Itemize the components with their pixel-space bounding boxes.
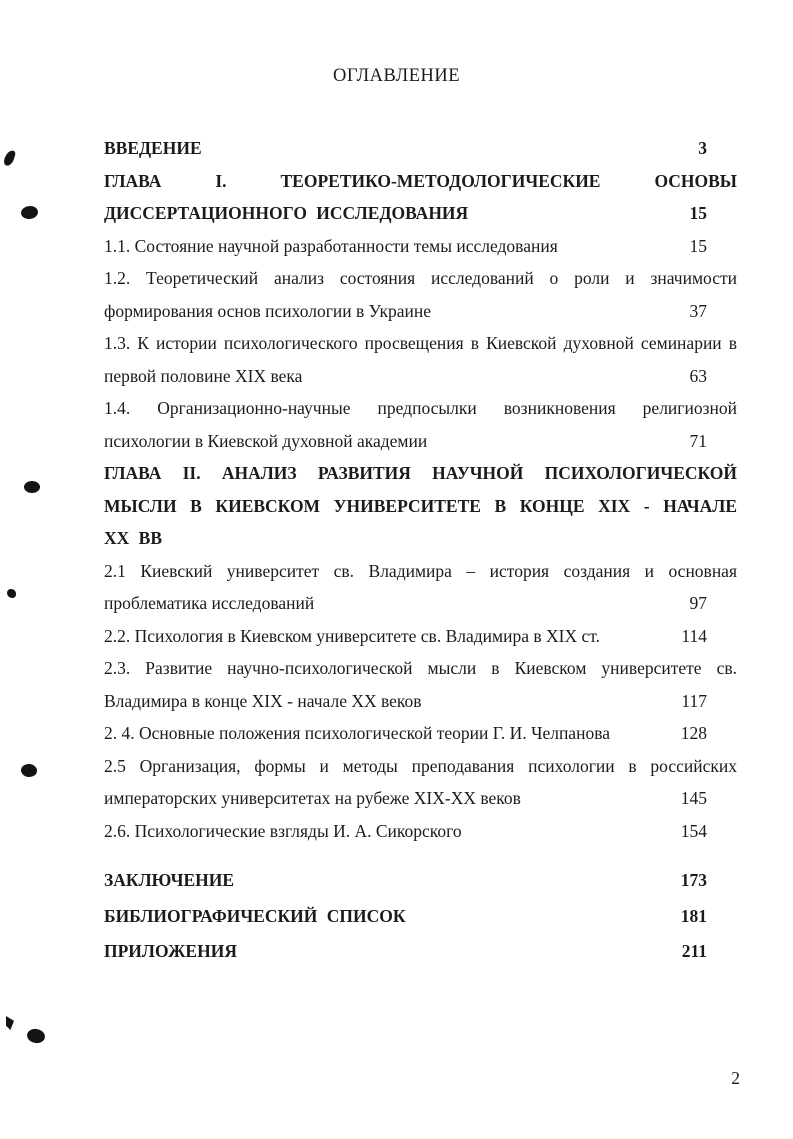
scan-artifact-dot — [20, 763, 37, 778]
toc-entry-page: 117 — [681, 690, 707, 711]
toc-entry — [104, 652, 737, 717]
scan-artifact-dot — [26, 1028, 46, 1045]
toc-entry-page: 3 — [698, 138, 707, 158]
page-title: ОГЛАВЛЕНИЕ — [332, 66, 461, 86]
toc-entry — [104, 392, 737, 457]
toc-entry-text: ПРИЛОЖЕНИЯ — [104, 941, 237, 961]
toc-entry-text: 1.3. К истории психологического просвещения в Киевской духовной семинарии в первой половине XIX века — [104, 333, 737, 386]
toc-entry — [104, 457, 737, 555]
toc-entry-text: 2.1 Киевский университет св. Владимира – история создания и основная проблематика исследований — [104, 560, 737, 613]
toc-entry — [104, 132, 737, 165]
toc-entry-text: 2.6. Психологические взгляды И. А. Сикорского — [104, 820, 462, 841]
toc-entry-text: 2.3. Развитие научно-психологической мысли в Киевском университете св. Владимира в конце XIX - начале XX веков — [104, 658, 737, 711]
toc-entry-page: 71 — [689, 430, 707, 451]
toc-entry-page: 145 — [680, 788, 707, 808]
page-number: 2 — [731, 1068, 740, 1088]
toc-entry-text: 1.2. Теоретический анализ состояния исследований о роли и значимости формирования основ психологии в Украине — [104, 268, 737, 321]
scan-artifact-mark — [3, 149, 17, 167]
toc-entry — [104, 935, 737, 968]
toc-entry — [104, 750, 737, 815]
toc-entry — [104, 555, 737, 620]
toc-entry-page: 15 — [689, 203, 707, 223]
scan-artifact-mark — [6, 1016, 14, 1030]
toc-entry-page: 173 — [680, 870, 707, 890]
toc-entry-text: 2.5 Организация, формы и методы преподавания психологии в российских императорских университетах на рубеже XIX-XX веков — [104, 755, 737, 808]
toc-entry — [104, 165, 737, 230]
toc-entry-text: ГЛАВА II. АНАЛИЗ РАЗВИТИЯ НАУЧНОЙ ПСИХОЛОГИЧЕСКОЙ МЫСЛИ В КИЕВСКОМ УНИВЕРСИТЕТЕ В КОНЦЕ XIX - НАЧАЛЕ XX ВВ — [104, 463, 737, 548]
toc-entry — [104, 620, 737, 653]
toc-entry — [104, 815, 737, 848]
toc-entry-text: ЗАКЛЮЧЕНИЕ — [104, 870, 235, 890]
toc-entry — [104, 230, 737, 263]
toc-entry-page: 97 — [689, 593, 707, 613]
toc-entry-page: 181 — [680, 905, 707, 926]
toc-entry — [104, 900, 737, 933]
table-of-contents — [104, 132, 737, 968]
toc-entry — [104, 864, 737, 897]
toc-entry-text: 1.1. Состояние научной разработанности темы исследования — [104, 235, 558, 256]
toc-entry-text: ГЛАВА I. ТЕОРЕТИКО-МЕТОДОЛОГИЧЕСКИЕ ОСНОВЫ ДИССЕРТАЦИОННОГО ИССЛЕДОВАНИЯ — [104, 170, 737, 223]
toc-entry-page: 211 — [681, 941, 707, 961]
toc-entry-text: 2. 4. Основные положения психологической теории Г. И. Челпанова — [104, 723, 610, 743]
toc-entry — [104, 262, 737, 327]
toc-entry-text: БИБЛИОГРАФИЧЕСКИЙ СПИСОК — [104, 905, 406, 926]
toc-entry-text: 2.2. Психология в Киевском университете св. Владимира в XIX ст. — [104, 625, 600, 646]
toc-entry — [104, 717, 737, 750]
scan-artifact-mark — [7, 589, 16, 598]
toc-entry-page: 63 — [689, 365, 707, 386]
scan-artifact-dot — [24, 481, 40, 493]
toc-entry-page: 128 — [680, 723, 707, 743]
toc-entry-page: 15 — [689, 235, 707, 256]
toc-entry-text: ВВЕДЕНИЕ — [104, 138, 202, 158]
toc-entry-text: 1.4. Организационно-научные предпосылки возникновения религиозной психологии в Киевской духовной академии — [104, 398, 737, 451]
toc-entry-page: 154 — [680, 820, 707, 841]
toc-entry — [104, 327, 737, 392]
toc-entry-page: 37 — [689, 300, 707, 321]
toc-entry-page: 114 — [681, 625, 707, 646]
scan-artifact-dot — [20, 205, 39, 220]
